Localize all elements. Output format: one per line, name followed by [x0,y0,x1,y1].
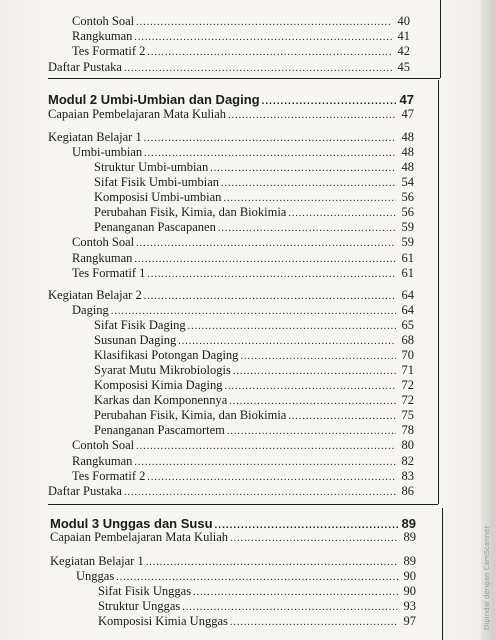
toc-entry: Sifat Fisik Daging ..... 65 [94,318,414,334]
toc-entry: Rangkuman ..... 61 [72,251,414,267]
toc-entry: Rangkuman ..... 41 [72,29,410,45]
page-number-rule [440,0,441,78]
toc-entry: Susunan Daging ..... 68 [94,333,414,349]
toc-entry: Kegiatan Belajar 1 ..... 89 [50,554,416,570]
toc-entry: Tes Formatif 1 ..... 61 [72,266,414,282]
toc-entry: Komposisi Umbi-umbian ..... 56 [94,190,414,206]
toc-entry: Kegiatan Belajar 1 ..... 48 [48,130,414,146]
scanner-watermark: Dipindai dengan CamScanner [483,525,491,630]
toc-entry: Umbi-umbian ..... 48 [72,145,414,161]
toc-entry: Unggas ..... 90 [76,569,416,585]
toc-entry: Perubahan Fisik, Kimia, dan Biokimia ..... 75 [94,408,414,424]
page-number-rule [438,80,439,504]
toc-entry: Contoh Soal ..... 80 [72,438,414,454]
toc-entry: Sifat Fisik Unggas ..... 90 [98,584,416,600]
toc-entry: Contoh Soal ..... 40 [72,14,410,30]
toc-entry: Tes Formatif 2 ..... 42 [72,44,410,60]
section-divider [48,504,438,505]
toc-entry: Tes Formatif 2 ..... 83 [72,469,414,485]
toc-entry: Karkas dan Komponennya ..... 72 [94,393,414,409]
toc-entry: Capaian Pembelajaran Mata Kuliah ..... 47 [48,107,414,123]
toc-module-heading: Modul 2 Umbi-Umbian dan Daging ..... 47 [48,92,414,109]
toc-entry: Rangkuman ..... 82 [72,454,414,470]
section-divider [48,78,440,79]
toc-entry: Komposisi Kimia Daging ..... 72 [94,378,414,394]
toc-entry: Contoh Soal ..... 59 [72,235,414,251]
toc-entry: Daftar Pustaka ..... 45 [48,60,410,76]
toc-entry: Kegiatan Belajar 2 ..... 64 [48,288,414,304]
toc-entry: Klasifikasi Potongan Daging ..... 70 [94,348,414,364]
toc-entry: Penanganan Pascamortem ..... 78 [94,423,414,439]
toc-entry: Perubahan Fisik, Kimia, dan Biokimia ..... 56 [94,205,414,221]
toc-entry: Capaian Pembelajaran Mata Kuliah ..... 89 [50,530,416,546]
toc-entry: Daftar Pustaka ..... 86 [48,484,414,500]
page-number-rule [442,508,443,640]
toc-module-heading: Modul 3 Unggas dan Susu ..... 89 [50,516,416,533]
toc-entry: Syarat Mutu Mikrobiologis ..... 71 [94,363,414,379]
toc-entry: Daging ..... 64 [72,303,414,319]
toc-entry: Sifat Fisik Umbi-umbian ..... 54 [94,175,414,191]
toc-entry: Struktur Umbi-umbian ..... 48 [94,160,414,176]
toc-entry: Komposisi Kimia Unggas ..... 97 [98,614,416,630]
toc-entry: Penanganan Pascapanen ..... 59 [94,220,414,236]
toc-entry: Struktur Unggas ..... 93 [98,599,416,615]
